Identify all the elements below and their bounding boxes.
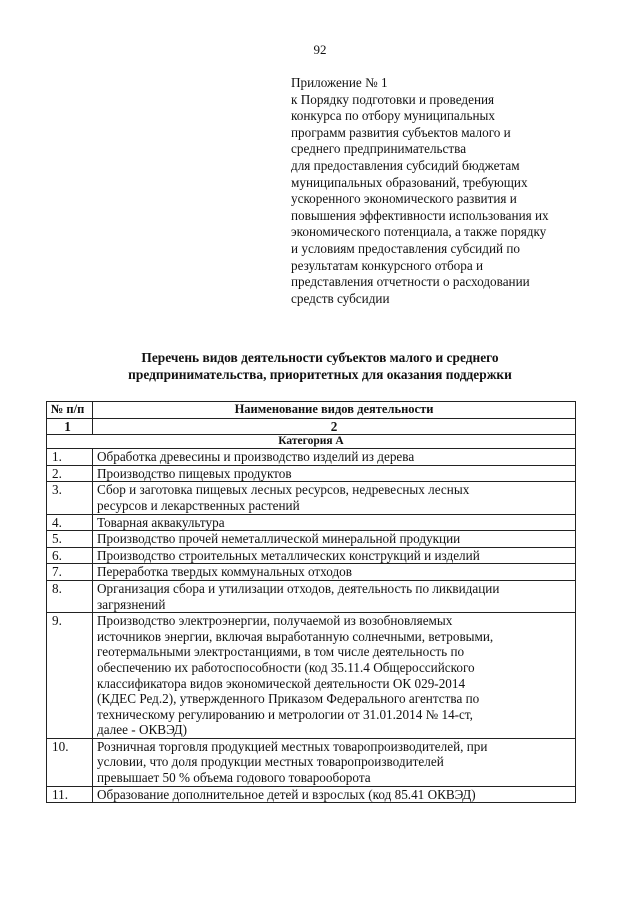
appendix-line: конкурса по отбору муниципальных [291,108,496,124]
row-activity-cell [93,465,576,482]
appendix-line: экономического потенциала, а также порядку [291,224,547,240]
activity-text-line: обеспечению их работоспособности (код 35.11.4 Общероссийского [97,659,475,675]
activity-text-line: Товарная аквакультура [97,514,225,530]
appendix-line: для предоставления субсидий бюджетам [291,157,520,173]
table-row [47,738,576,786]
table-row [47,531,576,548]
appendix-line: и условиям предоставления субсидий по [291,240,521,256]
activity-text-line: Производство строительных металлических конструкций и изделий [97,547,480,563]
table-row [47,580,576,612]
row-activity-cell [93,564,576,581]
row-number-cell: 6. [47,547,93,564]
row-number-cell: 9. [47,613,93,739]
row-number-cell: 1. [47,449,93,466]
activity-text-line: классификатора видов экономической деятельности ОК 029-2014 [97,675,466,691]
appendix-line: среднего предпринимательства [291,141,467,157]
appendix-line: средств субсидии [291,290,390,306]
appendix-line: представления отчетности о расходовании [291,274,530,290]
row-activity-cell [93,531,576,548]
activity-text-line: Розничная торговля продукцией местных товаропроизводителей, при [97,738,488,754]
activity-text-line: Переработка твердых коммунальных отходов [97,564,352,580]
appendix-block [291,75,611,307]
activity-text-line: геотермальными электростанциями, в том числе деятельность по [97,644,465,660]
appendix-line: Приложение № 1 [291,75,388,90]
row-number-cell: 3. [47,482,93,514]
activity-text-line: Производство прочей неметаллической минеральной продукции [97,531,461,547]
row-activity-cell [93,580,576,612]
activity-text-line: техническому регулированию и метрологии от 31.01.2014 № 14-ст, [97,706,473,722]
document-title [0,349,640,383]
table-index-row [47,418,576,435]
table-row [47,482,576,514]
header-num-cell: № п/п [47,402,93,419]
activity-text-line: загрязнений [97,596,166,612]
index-name-cell: 2 [93,418,576,435]
activity-text-line: Производство пищевых продуктов [97,465,292,481]
activity-text-line: превышает 50 % объема годового товарооборота [97,770,371,786]
table-row [47,465,576,482]
activity-text-line: Обработка древесины и производство изделий из дерева [97,449,415,465]
row-activity-cell [93,613,576,739]
activity-text-line: (КДЕС Ред.2), утвержденного Приказом Федерального агентства по [97,691,480,707]
activity-text-line: источников энергии, включая выработанную солнечными, ветровыми, [97,628,494,644]
title-line-1: Перечень видов деятельности субъектов малого и среднего [141,350,499,365]
table-header-row [47,402,576,419]
appendix-line: повышения эффективности использования их [291,207,549,223]
title-line-2: предпринимательства, приоритетных для оказания поддержки [128,367,512,382]
row-number-cell: 10. [47,738,93,786]
appendix-line: муниципальных образований, требующих [291,174,528,190]
activity-text-line: ресурсов и лекарственных растений [97,497,300,513]
appendix-line: результатам конкурсного отбора и [291,257,484,273]
activity-text-line: Производство электроэнергии, получаемой из возобновляемых [97,613,453,629]
table-row [47,547,576,564]
row-number-cell: 7. [47,564,93,581]
row-number-cell: 8. [47,580,93,612]
table-row [47,786,576,803]
table-row [47,449,576,466]
table-row [47,564,576,581]
appendix-line: к Порядку подготовки и проведения [291,91,495,107]
row-activity-cell [93,738,576,786]
row-activity-cell [93,482,576,514]
activity-text-line: далее - ОКВЭД) [97,722,188,738]
row-number-cell: 11. [47,786,93,803]
row-number-cell: 2. [47,465,93,482]
activities-table [46,401,576,803]
table-row [47,613,576,739]
appendix-line: ускоренного экономического развития и [291,191,517,207]
row-number-cell: 4. [47,514,93,531]
row-activity-cell [93,786,576,803]
row-activity-cell [93,514,576,531]
row-number-cell: 5. [47,531,93,548]
appendix-line: программ развития субъектов малого и [291,124,511,140]
activity-text-line: условии, что доля продукции местных товаропроизводителей [97,754,444,770]
table-row [47,514,576,531]
header-name-cell: Наименование видов деятельности [93,402,576,419]
row-activity-cell [93,449,576,466]
category-row [47,435,576,449]
activity-text-line: Образование дополнительное детей и взрослых (код 85.41 ОКВЭД) [97,786,476,802]
row-activity-cell [93,547,576,564]
activity-text-line: Сбор и заготовка пищевых лесных ресурсов, недревесных лесных [97,482,470,498]
page-number: 92 [313,42,327,57]
index-num-cell: 1 [47,418,93,435]
category-cell: Категория А [47,435,576,449]
activity-text-line: Организация сбора и утилизации отходов, деятельность по ликвидации [97,580,500,596]
